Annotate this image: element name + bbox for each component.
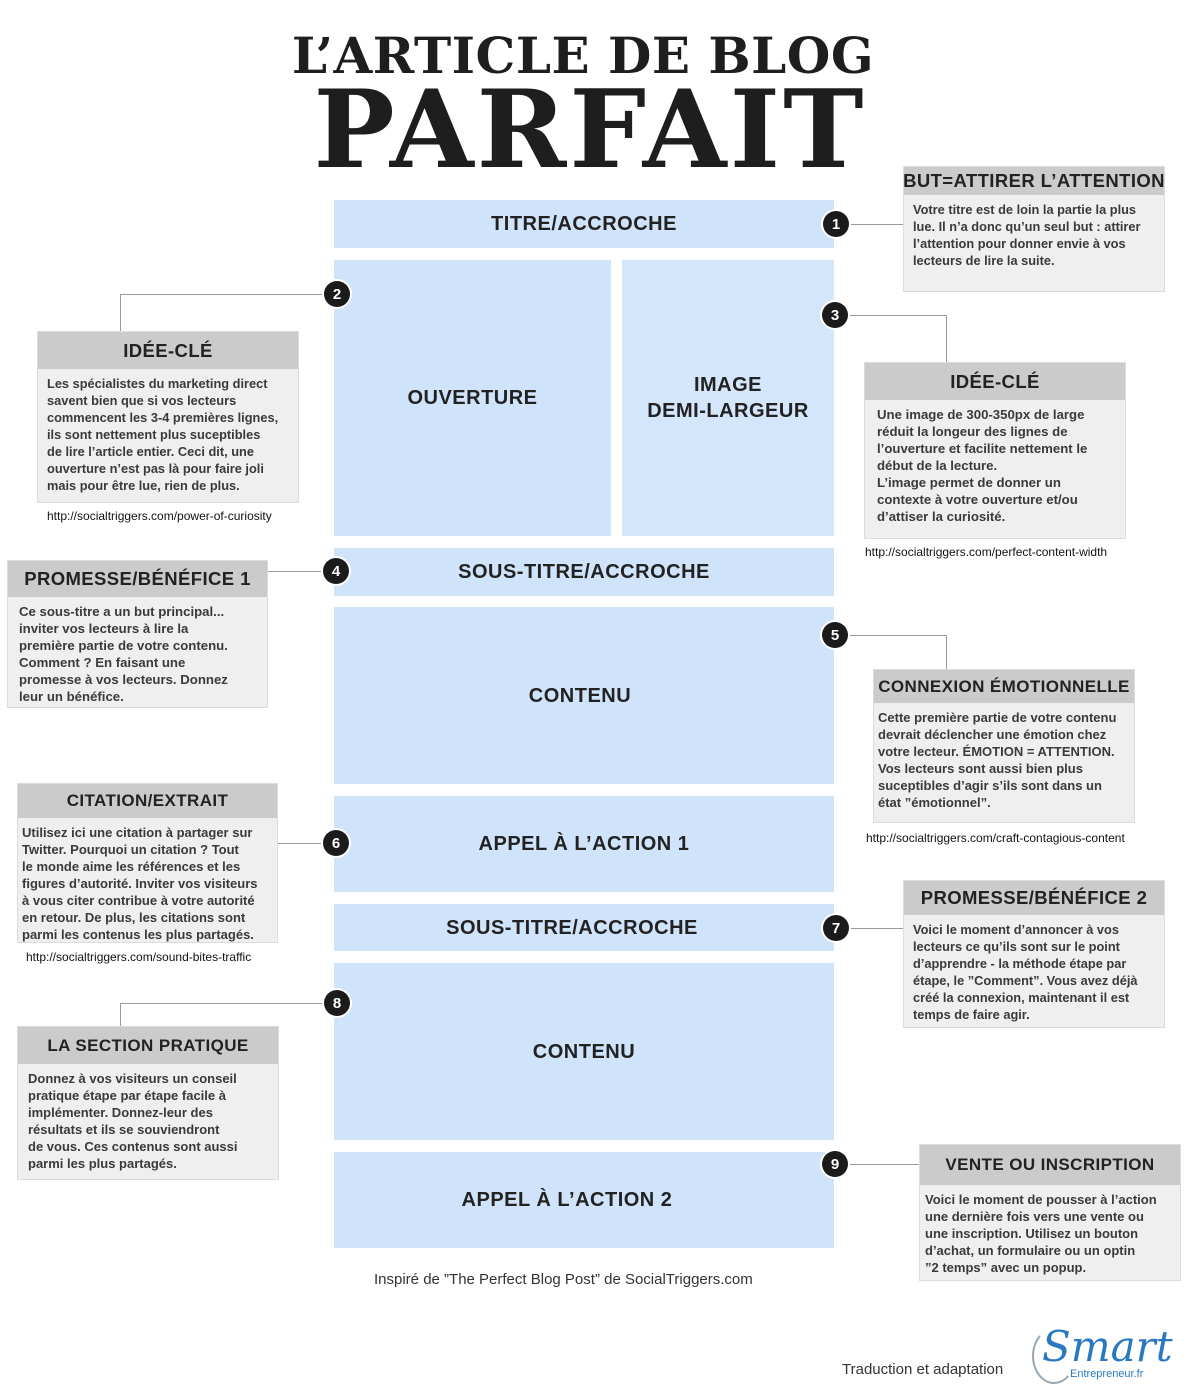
block-content-2: CONTENU xyxy=(334,963,834,1140)
card-title: IDÉE-CLÉ xyxy=(865,363,1125,400)
smart-entrepreneur-logo[interactable] xyxy=(1026,1320,1173,1386)
marker-2: 2 xyxy=(324,281,350,307)
card-body: Ce sous-titre a un but principal... inviter vos lecteurs à lire la première partie de votre contenu. Comment ? En faisant une promesse à vos lecteurs. Donnez leur un bénéfice. xyxy=(19,604,228,704)
block-content-1 xyxy=(334,607,834,784)
connector-2-h xyxy=(120,294,324,295)
connector-8-h xyxy=(120,1003,324,1004)
card-title: PROMESSE/BÉNÉFICE 2 xyxy=(904,881,1164,915)
block-subtitle-1: SOUS-TITRE/ACCROCHE xyxy=(334,548,834,596)
card-body: Voici le moment d’annoncer à vos lecteurs ce qu’ils sont sur le point d’apprendre - la méthode étape par étape, le ”Comment”. Vous avez déjà créé la connexion, maintenant il est temps de faire agir. xyxy=(913,922,1138,1022)
source-link[interactable]: http://socialtriggers.com/perfect-content-width xyxy=(865,545,1108,559)
card-body: Une image de 300-350px de large réduit la longeur des lignes de l’ouverture et facilite nettement le début de la lecture. L’image permet de donner un contexte à votre ouverture et/ou d’attiser la curiosité. xyxy=(877,407,1088,524)
block-opening: OUVERTURE xyxy=(334,260,611,536)
marker-6: 6 xyxy=(323,830,349,856)
card-promise-benefit-1 xyxy=(8,561,267,707)
block-title-hook: TITRE/ACCROCHE xyxy=(334,200,834,248)
logo-word: Smart xyxy=(1042,1322,1173,1371)
marker-9: 9 xyxy=(822,1151,848,1177)
card-title: CITATION/EXTRAIT xyxy=(18,784,277,818)
card-key-idea-image xyxy=(865,363,1125,538)
card-body: Cette première partie de votre contenu devrait déclencher une émotion chez votre lecteur. ÉMOTION = ATTENTION. Vos lecteurs sont aussi bien plus suceptibles d’agir s’ils sont dans un état ”émotionnel”. xyxy=(878,710,1117,810)
connector-4 xyxy=(266,571,324,572)
source-link[interactable]: http://socialtriggers.com/sound-bites-traffic xyxy=(26,950,252,964)
title-line-1: L’ARTICLE DE BLOG xyxy=(291,26,875,85)
connector-5-v xyxy=(946,635,947,670)
marker-1: 1 xyxy=(823,211,849,237)
card-promise-benefit-2 xyxy=(904,881,1164,1027)
connector-7 xyxy=(848,928,904,929)
card-quote-excerpt xyxy=(18,784,277,942)
inspiration-credit: Inspiré de ”The Perfect Blog Post” de SocialTriggers.com xyxy=(374,1271,753,1288)
translation-credit: Traduction et adaptation xyxy=(842,1361,1004,1378)
card-body: Les spécialistes du marketing direct savent bien que si vos lecteurs commencent les 3-4 premières lignes, ils sont nettement plus suceptibles de lire l’article entier. Ceci dit, une ouverture n’est pas là pour faire joli mais pour être lue, rien de plus. xyxy=(47,376,279,493)
connector-2-v xyxy=(120,294,121,332)
marker-4: 4 xyxy=(323,558,349,584)
card-title: CONNEXION ÉMOTIONNELLE xyxy=(874,670,1134,703)
connector-5-h xyxy=(848,635,946,636)
card-title: VENTE OU INSCRIPTION xyxy=(920,1145,1180,1185)
card-title: BUT=ATTIRER L’ATTENTION xyxy=(904,167,1164,195)
card-body: Utilisez ici une citation à partager sur Twitter. Pourquoi un citation ? Tout le monde aime les références et les figures d’autorité. Inviter vos visiteurs à vous citer contribue à votre autorité en retour. De plus, les citations sont parmi les contenus les plus partagés. xyxy=(22,825,258,942)
block-call-to-action-2: APPEL À L’ACTION 2 xyxy=(334,1152,834,1248)
marker-3: 3 xyxy=(822,302,848,328)
card-body: Donnez à vos visiteurs un conseil pratique étape par étape facile à implémenter. Donnez-leur des résultats et ils se souviendront de vous. Ces contenus sont aussi parmi les plus partagés. xyxy=(28,1071,238,1171)
connector-9 xyxy=(848,1164,920,1165)
connector-1 xyxy=(848,224,904,225)
connector-3-v xyxy=(946,315,947,363)
marker-8: 8 xyxy=(324,990,350,1016)
source-link[interactable]: http://socialtriggers.com/craft-contagious-content xyxy=(866,831,1125,845)
block-call-to-action-1: APPEL À L’ACTION 1 xyxy=(334,796,834,892)
block-content-1-label: CONTENU xyxy=(528,684,632,707)
marker-7: 7 xyxy=(823,915,849,941)
card-title: IDÉE-CLÉ xyxy=(38,332,298,369)
card-key-idea-opening xyxy=(38,332,298,502)
card-attention-goal xyxy=(904,167,1164,291)
card-title: PROMESSE/BÉNÉFICE 1 xyxy=(8,561,267,597)
connector-3-h xyxy=(848,315,946,316)
block-subtitle-2: SOUS-TITRE/ACCROCHE xyxy=(334,904,834,951)
card-body: Voici le moment de pousser à l’action une dernière fois vers une vente ou une inscription. Utilisez un bouton d’achat, un formulaire ou un optin ”2 temps” avec un popup. xyxy=(925,1192,1157,1275)
source-link[interactable]: http://socialtriggers.com/power-of-curiosity xyxy=(47,509,272,523)
card-title: LA SECTION PRATIQUE xyxy=(18,1027,278,1064)
logo-subtitle: Entrepreneur.fr xyxy=(1070,1368,1144,1380)
card-practical-section xyxy=(18,1027,278,1179)
marker-5: 5 xyxy=(822,622,848,648)
card-emotional-connection xyxy=(874,670,1134,822)
title-line-2: PARFAIT xyxy=(313,67,867,193)
card-body: Votre titre est de loin la partie la plus lue. Il n’a donc qu’un seul but : attirer l’attention pour donner envie à vos lecteurs de lire la suite. xyxy=(913,202,1141,268)
card-sale-or-signup xyxy=(920,1145,1180,1280)
connector-6 xyxy=(276,843,324,844)
connector-8-v xyxy=(120,1003,121,1027)
block-half-width-image: IMAGE DEMI-LARGEUR xyxy=(622,260,834,536)
